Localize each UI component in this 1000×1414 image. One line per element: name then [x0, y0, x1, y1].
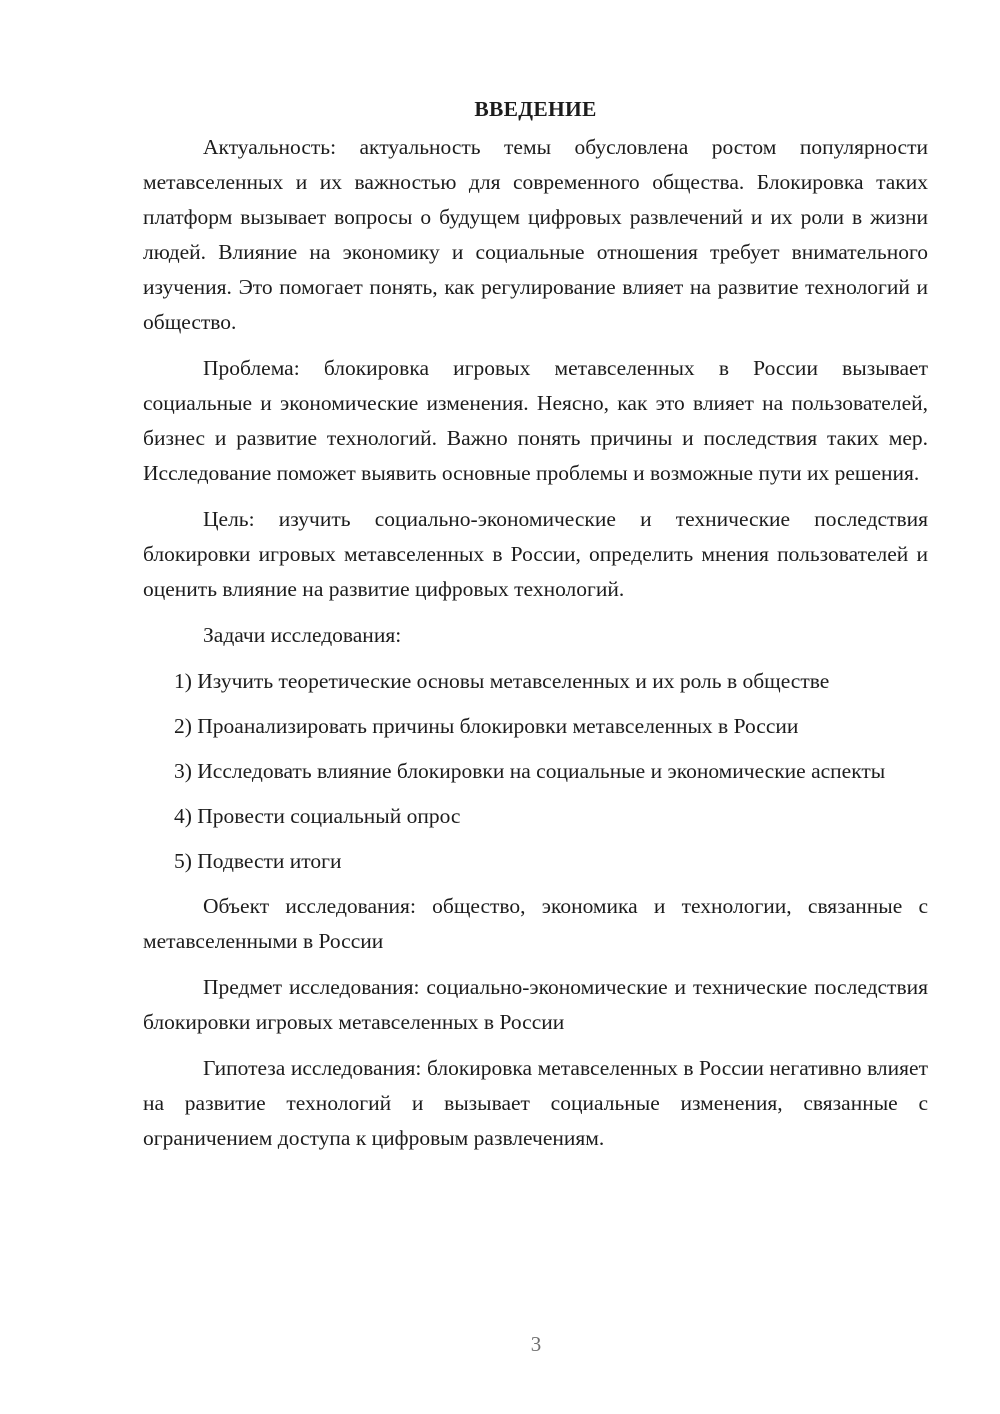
paragraph-object: Объект исследования: общество, экономика и технологии, связанные с метавселенными в России — [143, 894, 928, 953]
page-number: 3 — [530, 1332, 542, 1356]
section-title: ВВЕДЕНИЕ — [474, 97, 597, 121]
paragraph-relevance: Актуальность: актуальность темы обусловлена ростом популярности метавселенных и их важностью для современного общества. Блокировка таких платформ вызывает вопросы о будущем цифровых развлечений и их роли в жизни людей. Влияние на экономику и социальные отношения требует внимательного изучения. Это помогает понять, как регулирование влияет на развитие технологий и общество. — [143, 135, 928, 334]
paragraph-goal: Цель: изучить социально-экономические и технические последствия блокировки игровых метавселенных в России, определить мнения пользователей и оценить влияние на развитие цифровых технологий. — [143, 507, 928, 601]
paragraph-hypothesis: Гипотеза исследования: блокировка метавселенных в России негативно влияет на развитие технологий и вызывает социальные изменения, связанные с ограничением доступа к цифровым развлечениям. — [143, 1056, 928, 1150]
paragraph-subject: Предмет исследования: социально-экономические и технические последствия блокировки игровых метавселенных в России — [143, 975, 928, 1034]
paragraph-problem: Проблема: блокировка игровых метавселенных в России вызывает социальные и экономические изменения. Неясно, как это влияет на пользователей, бизнес и развитие технологий. Важно понять причины и последствия таких мер. Исследование поможет выявить основные проблемы и возможные пути их решения. — [143, 356, 928, 485]
task-item-3: 3) Исследовать влияние блокировки на социальные и экономические аспекты — [174, 759, 886, 783]
task-item-2: 2) Проанализировать причины блокировки метавселенных в России — [174, 714, 799, 738]
tasks-heading: Задачи исследования: — [203, 623, 402, 647]
document-page — [143, 92, 928, 1167]
task-item-5: 5) Подвести итоги — [174, 849, 342, 873]
task-item-1: 1) Изучить теоретические основы метавселенных и их роль в обществе — [174, 669, 830, 693]
task-item-4: 4) Провести социальный опрос — [174, 804, 461, 828]
